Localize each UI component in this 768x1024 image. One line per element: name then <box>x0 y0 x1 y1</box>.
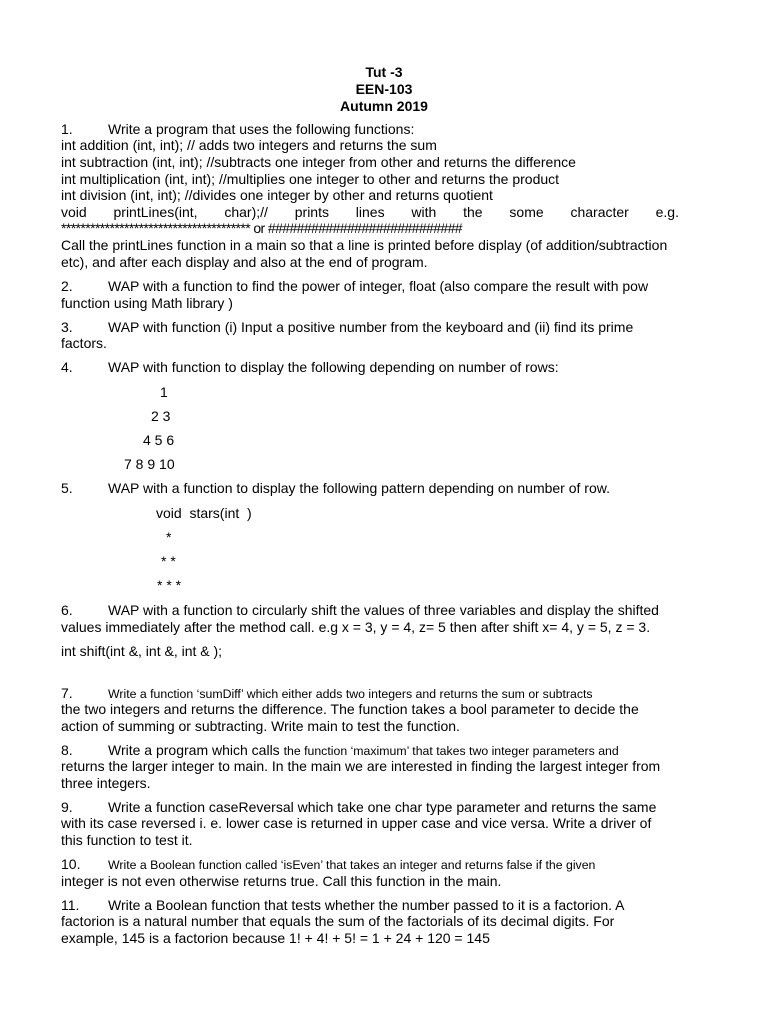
question-text: etc), and after each display and also at the end of program. <box>61 254 428 270</box>
word: e.g. <box>655 204 679 220</box>
question-text: integer is not even otherwise returns true. Call this function in the main. <box>61 873 502 889</box>
word: printLines(int, <box>113 204 198 220</box>
question-text: action of summing or subtracting. Write main to test the function. <box>61 718 460 734</box>
question-text: factors. <box>61 335 107 351</box>
number-row: 7 8 9 10 <box>124 456 175 472</box>
question-text: Write a program that uses the following functions: <box>108 121 415 137</box>
function-signature: void stars(int ) <box>156 505 252 521</box>
question-text: WAP with a function to circularly shift the values of three variables and display the shifted <box>108 602 659 618</box>
question-text: factorion is a natural number that equals the sum of the factorials of its decimal digits. For <box>61 913 615 929</box>
question-number: 1. <box>61 121 73 137</box>
question-number: 3. <box>61 319 73 335</box>
function-prototype: int shift(int &, int &, int & ); <box>61 643 223 659</box>
question-number: 4. <box>61 359 73 375</box>
question-text: WAP with a function to display the following pattern depending on number of row. <box>108 480 610 496</box>
question-text: Write a Boolean function called ‘isEven’ that takes an integer and returns false if the given <box>108 858 596 872</box>
number-row: 1 <box>160 384 168 400</box>
question-text: this function to test it. <box>61 832 193 848</box>
number-row: 2 3 <box>151 408 171 424</box>
word: lines <box>355 204 385 220</box>
question-number: 9. <box>61 799 73 815</box>
question-text: example, 145 is a factorion because 1! + 4! + 5! = 1 + 24 + 120 = 145 <box>61 930 490 946</box>
question-text: Write a Boolean function that tests whether the number passed to it is a factorion. A <box>108 897 625 913</box>
question-number: 7. <box>61 685 73 701</box>
justified-line <box>61 204 679 221</box>
word: the <box>463 204 483 220</box>
question-text: returns the larger integer to main. In the main we are interested in finding the largest integer from <box>61 758 661 774</box>
question-number: 10. <box>61 856 81 872</box>
question-text: values immediately after the method call. e.g x = 3, y = 4, z= 5 then after shift x= 4, y = 5, z = 3. <box>61 619 651 635</box>
semester: Autumn 2019 <box>340 98 428 114</box>
word: char);// <box>224 204 268 220</box>
word: prints <box>294 204 329 220</box>
question-text: int addition (int, int); // adds two integers and returns the sum <box>61 137 437 153</box>
question-text: Write a function caseReversal which take one char type parameter and returns the same <box>108 799 657 815</box>
question-text: Write a program which calls <box>108 742 284 758</box>
question-text: the two integers and returns the difference. The function takes a bool parameter to decide the <box>61 701 639 717</box>
question-number: 11. <box>61 897 80 913</box>
question-number: 8. <box>61 742 73 758</box>
question-number: 6. <box>61 602 73 618</box>
question-text: the function ‘maximum’ that takes two integer parameters and <box>283 744 619 758</box>
question-text: int multiplication (int, int); //multiplies one integer to other and returns the product <box>61 171 560 187</box>
question-text: Call the printLines function in a main so that a line is printed before display (of addition/subtraction <box>61 237 668 253</box>
word: with <box>411 204 437 220</box>
question-text: WAP with a function to find the power of integer, float (also compare the result with pow <box>108 278 649 294</box>
question-text: with its case reversed i. e. lower case is returned in upper case and vice versa. Write a driver of <box>61 815 652 831</box>
question-text: int division (int, int); //divides one integer by other and returns quotient <box>61 187 493 203</box>
question-text: Write a function ‘sumDiff’ which either adds two integers and returns the sum or subtracts <box>108 687 593 701</box>
question-text: WAP with function to display the following depending on number of rows: <box>108 359 559 375</box>
word: void <box>61 204 87 220</box>
question-text: three integers. <box>61 775 151 791</box>
question-text: *************************************** or ########################### <box>61 220 462 236</box>
question-text: int subtraction (int, int); //subtracts one integer from other and returns the difference <box>61 154 576 170</box>
word: character <box>570 204 629 220</box>
question-text: function using Math library ) <box>61 295 233 311</box>
star-row: * <box>166 529 172 545</box>
question-number: 2. <box>61 278 73 294</box>
number-row: 4 5 6 <box>143 432 175 448</box>
course-code: EEN-103 <box>355 81 413 97</box>
tutorial-title: Tut -3 <box>365 64 403 80</box>
word: some <box>509 204 544 220</box>
question-text: WAP with function (i) Input a positive number from the keyboard and (ii) find its prime <box>108 319 634 335</box>
question-number: 5. <box>61 480 73 496</box>
star-row: * * <box>161 553 176 569</box>
star-row: * * * <box>157 577 182 593</box>
